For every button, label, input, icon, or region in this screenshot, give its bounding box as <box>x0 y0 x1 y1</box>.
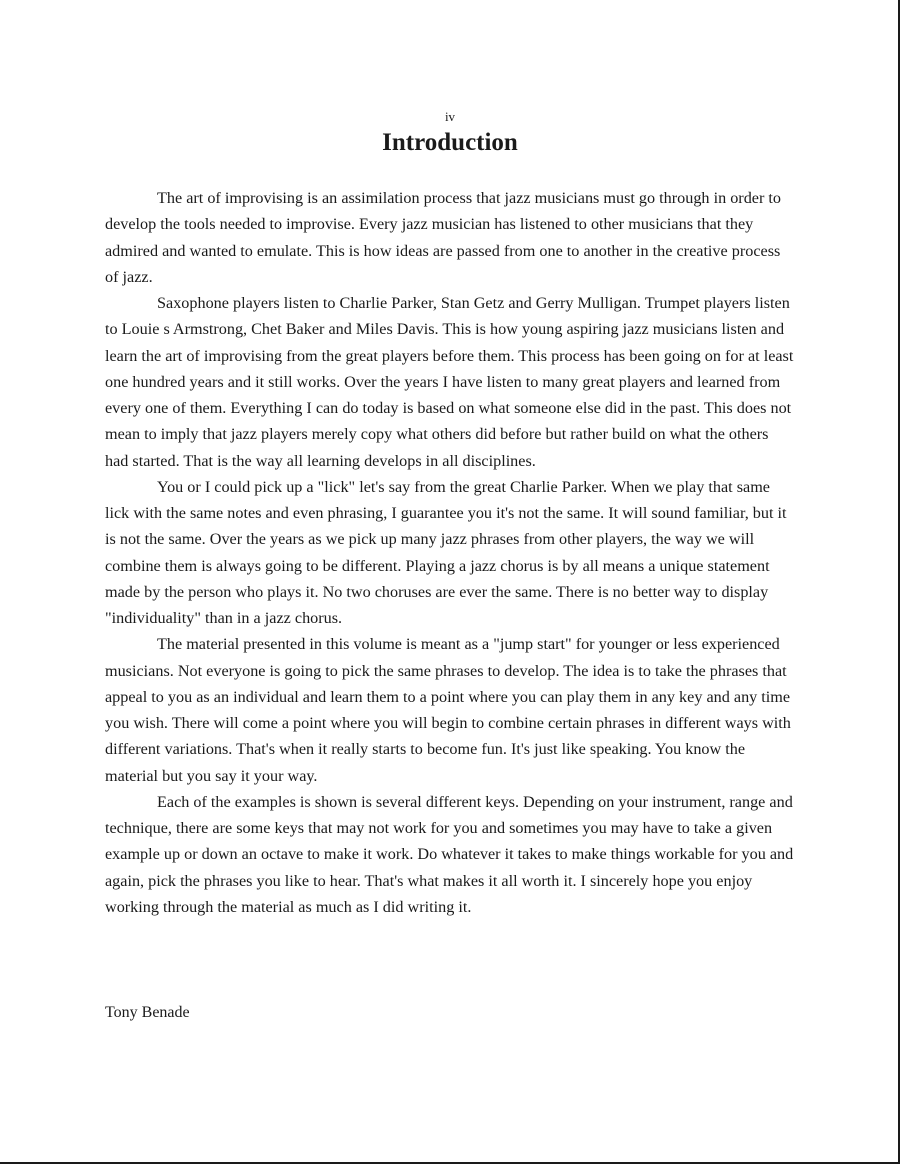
paragraph-1: The art of improvising is an assimilation process that jazz musicians must go through in order to develop the tools needed to improvise. Every jazz musician has listened to other musicians that they admired and wanted to emulate. This is how ideas are passed from one to another in the creative process of jazz. <box>105 189 782 286</box>
paragraph-3: You or I could pick up a "lick" let's say from the great Charlie Parker. When we play that same lick with the same notes and even phrasing, I guarantee you it's not the same. It will sound familiar, but it is not the same. Over the years as we pick up many jazz phrases from other players, the way we will combine them is always going to be different. Playing a jazz chorus is by all means a unique statement made by the person who plays it. No two choruses are ever the same. There is no better way to display "individuality" than in a jazz chorus. <box>105 477 787 627</box>
author-signature: Tony Benade <box>105 1004 190 1021</box>
page-title: Introduction <box>382 129 518 156</box>
paragraph-2: Saxophone players listen to Charlie Parker, Stan Getz and Gerry Mulligan. Trumpet players listen to Louie s Armstrong, Chet Baker and Miles Davis. This is how young aspiring jazz musicians listen and learn the art of improvising from the great players before them. This process has been going on for at least one hundred years and it still works. Over the years I have listen to many great players and learned from every one of them. Everything I can do today is based on what someone else did in the past. This does not mean to imply that jazz players merely copy what others did before but rather build on what the others had started. That is the way all learning develops in all disciplines. <box>105 294 794 470</box>
page-number: iv <box>444 109 456 124</box>
paragraph-5: Each of the examples is shown is several different keys. Depending on your instrument, range and technique, there are some keys that may not work for you and sometimes you may have to take a given example up or down an octave to make it work. Do whatever it takes to make things workable for you and again, pick the phrases you like to hear. That's what makes it all worth it. I sincerely hope you enjoy working through the material as much as I did writing it. <box>105 792 794 916</box>
paragraph-4: The material presented in this volume is meant as a "jump start" for younger or less experienced musicians. Not everyone is going to pick the same phrases to develop. The idea is to take the phrases that appeal to you as an individual and learn them to a point where you can play them in any key and any time you wish. There will come a point where you will begin to combine certain phrases in different ways with different variations. That's when it really starts to become fun. It's just like speaking. You know the material but you say it your way. <box>105 635 791 785</box>
body-text <box>105 185 795 920</box>
